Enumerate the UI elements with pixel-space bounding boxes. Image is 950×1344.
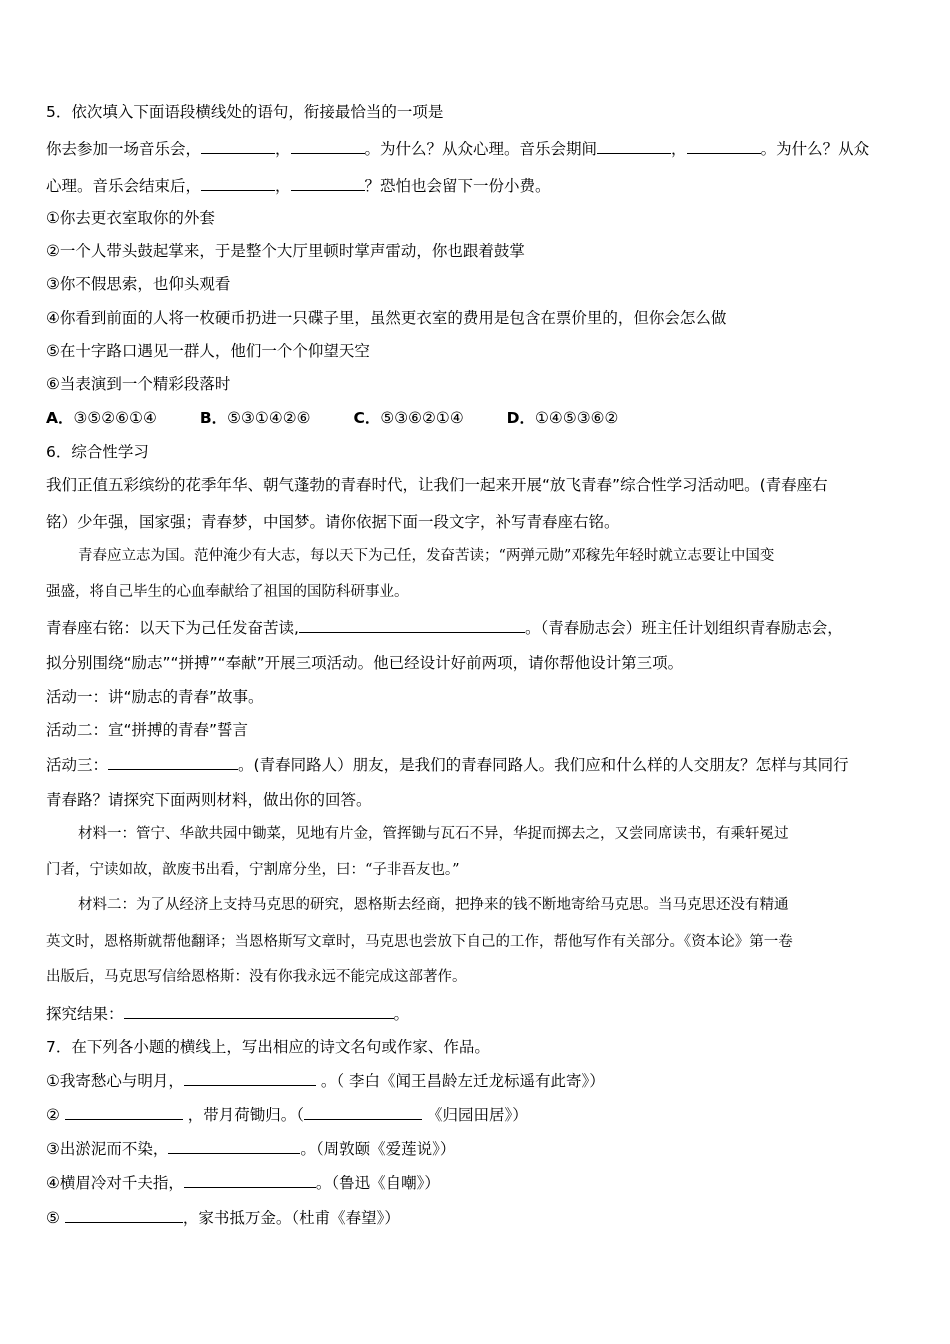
- q6-intro-line-1: 我们正值五彩缤纷的花季年华、朝气蓬勃的青春时代，让我们一起来开展“放飞青春”综合性学习活动吧。(青春座右: [46, 476, 828, 494]
- answer-blank[interactable]: [291, 175, 365, 191]
- q7-text: ，带月荷锄归。（: [182, 1106, 305, 1124]
- q7-text: 。（鲁迅《自嘲》）: [315, 1174, 440, 1192]
- q7-text: ⑤: [46, 1209, 65, 1227]
- answer-blank[interactable]: [65, 1207, 183, 1223]
- q6-text: 。（青春励志会）班主任计划组织青春励志会，: [524, 619, 843, 637]
- answer-blank[interactable]: [687, 138, 761, 154]
- q6-intro-line-2: 铭）少年强，国家强；青春梦，中国梦。请你依据下面一段文字，补写青春座右铭。: [46, 513, 620, 531]
- q5-text: ？恐怕也会留下一份小费。: [364, 177, 551, 195]
- q5-item: ⑥当表演到一个精彩段落时: [46, 375, 231, 393]
- option-c[interactable]: C．⑤③⑥②①④: [353, 409, 464, 427]
- answer-blank[interactable]: [168, 1138, 300, 1154]
- q6-result: [46, 1003, 908, 1024]
- q6-material-1-line-1: 材料一：管宁、华歆共园中锄菜，见地有片金，管挥锄与瓦石不异，华捉而掷去之，又尝同席读书，有乘轩冕过: [78, 826, 789, 842]
- q7-line-3: [46, 1138, 908, 1159]
- q7-line-2: [46, 1104, 908, 1125]
- q6-activity-3: [46, 754, 908, 775]
- answer-blank[interactable]: [108, 754, 238, 770]
- q7-text: 。（周敦颐《爱莲说》）: [300, 1140, 456, 1158]
- answer-blank[interactable]: [65, 1104, 183, 1120]
- q6-material-1-line-2: 门者，宁读如故，歆废书出看，宁割席分坐，曰：“子非吾友也。”: [46, 862, 460, 878]
- q7-text: 。（ 李白《闻王昌龄左迁龙标遥有此寄》）: [315, 1072, 605, 1090]
- option-a[interactable]: A．③⑤②⑥①④: [46, 409, 157, 427]
- q6-activity-1: 活动一：讲“励志的青春”故事。: [46, 688, 264, 706]
- q7-text: ③出淤泥而不染，: [46, 1140, 169, 1158]
- q6-motto-line: [46, 617, 908, 638]
- q5-text: ，: [275, 140, 291, 158]
- q7-line-5: [46, 1207, 908, 1228]
- answer-blank[interactable]: [184, 1172, 316, 1188]
- q5-item: ③你不假思索，也仰头观看: [46, 275, 231, 293]
- q5-options: [46, 408, 908, 428]
- q6-plan: 拟分别围绕“励志”“拼搏”“奉献”开展三项活动。他已经设计好前两项，请你帮他设计第三项。: [46, 654, 684, 672]
- q7-text: ②: [46, 1106, 65, 1124]
- q6-material-2-line-2: 英文时，恩格斯就帮他翻译；当恩格斯写文章时，马克思也尝放下自己的工作，帮他写作有关部分。《资本论》第一卷: [46, 934, 793, 950]
- q5-passage-line-1: [46, 138, 908, 159]
- answer-blank[interactable]: [597, 138, 671, 154]
- q7-text: 《归园田居》）: [422, 1106, 528, 1124]
- q6-activity-2: 活动二：宣“拼搏的青春”誓言: [46, 721, 249, 739]
- q5-text: 。为什么？从众心理。音乐会期间: [364, 140, 598, 158]
- q5-item: ④你看到前面的人将一枚硬币扔进一只碟子里，虽然更衣室的费用是包含在票价里的，但你会怎么做: [46, 309, 727, 327]
- q6-text: 。: [393, 1005, 410, 1023]
- q6-material-2-line-3: 出版后，马克思写信给恩格斯：没有你我永远不能完成这部著作。: [46, 969, 467, 985]
- option-b[interactable]: B．⑤③①④②⑥: [199, 409, 311, 427]
- q5-text: 。为什么？从众: [760, 140, 870, 158]
- q5-passage-line-2: [46, 175, 908, 196]
- q6-text: 。(青春同路人）朋友，是我们的青春同路人。我们应和什么样的人交朋友？怎样与其同行: [238, 756, 849, 774]
- q7-text: ④横眉冷对千夫指，: [46, 1174, 184, 1192]
- q6-quote-line-1: 青春应立志为国。范仲淹少有大志，每以天下为己任，发奋苦读；“两弹元勋”邓稼先年轻时就立志要让中国变: [78, 548, 775, 564]
- q5-item: ②一个人带头鼓起掌来，于是整个大厅里顿时掌声雷动，你也跟着鼓掌: [46, 242, 525, 260]
- answer-blank[interactable]: [291, 138, 365, 154]
- q5-text: ，: [275, 177, 291, 195]
- q5-item: ⑤在十字路口遇见一群人，他们一个个仰望天空: [46, 342, 370, 360]
- q5-item: ①你去更衣室取你的外套: [46, 209, 215, 227]
- q5-text: 你去参加一场音乐会，: [46, 140, 202, 158]
- answer-blank[interactable]: [201, 138, 275, 154]
- q6-quote-line-2: 强盛，将自己毕生的心血奉献给了祖国的国防科研事业。: [46, 584, 409, 600]
- q7-text: ①我寄愁心与明月，: [46, 1072, 184, 1090]
- answer-blank[interactable]: [184, 1070, 316, 1086]
- q7-text: ，家书抵万金。（杜甫《春望》）: [182, 1209, 400, 1227]
- q6-activity-3-cont: 青春路？请探究下面两则材料，做出你的回答。: [46, 791, 372, 809]
- answer-blank[interactable]: [124, 1003, 394, 1019]
- answer-blank[interactable]: [201, 175, 275, 191]
- q5-text: ，: [671, 140, 687, 158]
- q7-line-4: [46, 1172, 908, 1193]
- q7-line-1: [46, 1070, 908, 1091]
- q6-title: 6．综合性学习: [46, 443, 149, 461]
- q6-text: 青春座右铭：以天下为己任发奋苦读,: [46, 619, 299, 637]
- q6-material-2-line-1: 材料二：为了从经济上支持马克思的研究，恩格斯去经商，把挣来的钱不断地寄给马克思。当马克思还没有精通: [78, 897, 789, 913]
- q5-text: 心理。音乐会结束后，: [46, 177, 202, 195]
- q6-text: 探究结果：: [46, 1005, 124, 1023]
- q6-text: 活动三：: [46, 756, 109, 774]
- option-d[interactable]: D．①④⑤③⑥②: [506, 409, 619, 427]
- q7-title: 7．在下列各小题的横线上，写出相应的诗文名句或作家、作品。: [46, 1038, 490, 1056]
- q5-title: 5．依次填入下面语段横线处的语句，衔接最恰当的一项是: [46, 103, 444, 121]
- answer-blank[interactable]: [304, 1104, 422, 1120]
- answer-blank[interactable]: [299, 617, 525, 633]
